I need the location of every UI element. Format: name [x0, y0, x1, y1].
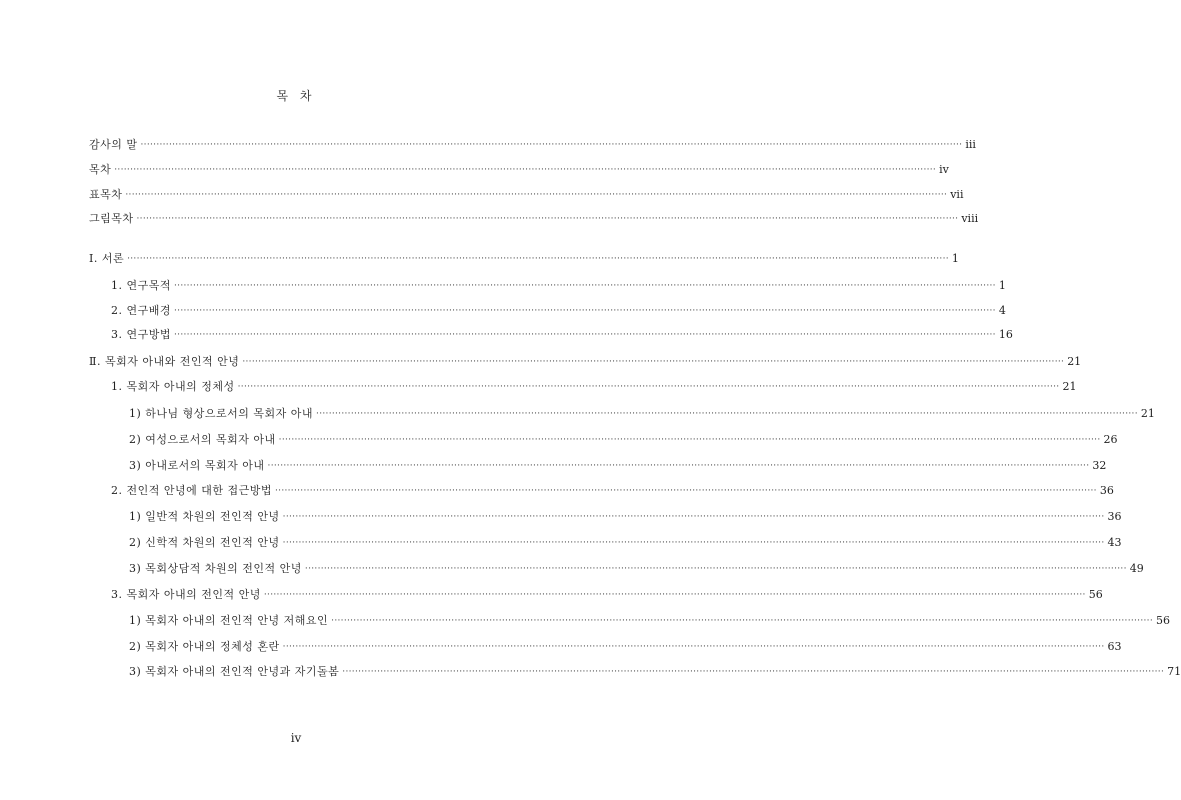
leader-dots: ···································································································································································································································································· [282, 512, 1105, 522]
toc-entry-label: 1. 연구목적 [111, 279, 171, 292]
toc-entry-page: 21 [1062, 380, 1077, 393]
leader-dots: ···································································································································································································································································· [282, 642, 1105, 652]
leader-dots: ···································································································································································································································································· [331, 616, 1153, 626]
leader-dots: ···································································································································································································································································· [174, 281, 996, 291]
leader-dots: ···································································································································································································································································· [237, 382, 1060, 392]
toc-entry-label: Ⅱ. 목회자 아내와 전인적 안녕 [89, 355, 240, 368]
toc-entry [89, 211, 979, 227]
toc-entry-page: vii [950, 188, 964, 201]
toc-entry-page: 1 [951, 252, 959, 265]
leader-dots: ···································································································································································································································································· [125, 190, 948, 200]
toc-entry-page: 32 [1092, 459, 1107, 472]
toc-entry-page: iv [939, 163, 949, 176]
toc-entry-label: 2) 여성으로서의 목회자 아내 [129, 433, 276, 446]
toc-entry-page: 4 [998, 304, 1006, 317]
toc-entry [89, 354, 1082, 370]
toc-entry-label: 그림목차 [89, 212, 134, 225]
leader-dots: ···································································································································································································································································· [174, 306, 996, 316]
leader-dots: ···································································································································································································································································· [278, 435, 1101, 445]
toc-entry [129, 509, 1122, 525]
toc-entry-label: 3) 아내로서의 목회자 아내 [129, 459, 265, 472]
toc-entry-page: 36 [1107, 510, 1122, 523]
toc-entry-page: iii [965, 138, 976, 151]
toc-entry [111, 587, 1103, 603]
leader-dots: ···································································································································································································································································· [267, 461, 1090, 471]
toc-entry-label: 3) 목회자 아내의 전인적 안녕과 자기돌봄 [129, 665, 340, 678]
toc-entry-label: 1) 목회자 아내의 전인적 안녕 저해요인 [129, 614, 329, 627]
toc-entry-label: 2) 신학적 차원의 전인적 안녕 [129, 536, 280, 549]
toc-entry-label: 1. 목회자 아내의 정체성 [111, 380, 235, 393]
leader-dots: ···································································································································································································································································· [316, 409, 1138, 419]
toc-entry-page: viii [961, 212, 979, 225]
toc-entry-page: 63 [1107, 640, 1122, 653]
toc-entry-page: 71 [1167, 665, 1181, 678]
page-number: iv [290, 731, 302, 745]
toc-entry [129, 639, 1122, 655]
toc-entry-page: 26 [1103, 433, 1118, 446]
toc-entry [89, 187, 964, 203]
leader-dots: ···································································································································································································································································· [275, 486, 1097, 496]
page-title: 목 차 [276, 89, 316, 103]
toc-entry [111, 379, 1077, 395]
toc-entry-page: 56 [1156, 614, 1170, 627]
toc-entry-page: 21 [1140, 407, 1155, 420]
toc-entry-label: 2. 전인적 안녕에 대한 접근방법 [111, 484, 272, 497]
toc-entry-label: 감사의 말 [89, 138, 138, 151]
toc-entry-label: 3. 목회자 아내의 전인적 안녕 [111, 588, 261, 601]
toc-entry-page: 49 [1129, 562, 1144, 575]
toc-entry-page: 36 [1099, 484, 1114, 497]
toc-entry-label: 3. 연구방법 [111, 328, 171, 341]
leader-dots: ···································································································································································································································································· [304, 564, 1127, 574]
toc-entry [129, 664, 1181, 680]
toc-entry [111, 278, 1006, 294]
toc-entry [129, 561, 1144, 577]
toc-entry-label: 1) 하나님 형상으로서의 목회자 아내 [129, 407, 314, 420]
toc-entry [89, 251, 959, 267]
toc-entry-label: 2) 목회자 아내의 정체성 혼란 [129, 640, 280, 653]
toc-entry [129, 458, 1107, 474]
toc-entry-label: 목차 [89, 163, 112, 176]
toc-entry [89, 137, 976, 153]
toc-entry-page: 1 [998, 279, 1006, 292]
toc-entry [111, 483, 1114, 499]
leader-dots: ···································································································································································································································································· [174, 330, 996, 340]
toc-entry-label: 2. 연구배경 [111, 304, 171, 317]
toc-entry-label: 3) 목회상담적 차원의 전인적 안녕 [129, 562, 302, 575]
leader-dots: ···································································································································································································································································· [114, 165, 937, 175]
toc-entry-label: Ⅰ. 서론 [89, 252, 125, 265]
toc-entry [129, 535, 1122, 551]
leader-dots: ···································································································································································································································································· [342, 667, 1165, 677]
toc-entry-page: 56 [1088, 588, 1103, 601]
toc-entry-label: 1) 일반적 차원의 전인적 안녕 [129, 510, 280, 523]
toc-entry [129, 613, 1170, 629]
toc-entry [129, 406, 1155, 422]
toc-entry-label: 표목차 [89, 188, 123, 201]
leader-dots: ···································································································································································································································································· [263, 590, 1086, 600]
leader-dots: ···································································································································································································································································· [136, 214, 959, 224]
toc-entry [89, 162, 949, 178]
toc-entry-page: 43 [1107, 536, 1122, 549]
leader-dots: ···································································································································································································································································· [282, 538, 1105, 548]
toc-entry [111, 303, 1006, 319]
leader-dots: ···································································································································································································································································· [140, 140, 963, 150]
toc-entry-page: 16 [998, 328, 1013, 341]
toc-entry-page: 21 [1067, 355, 1082, 368]
leader-dots: ···································································································································································································································································· [242, 357, 1065, 367]
toc-entry [111, 327, 1013, 343]
toc-entry [129, 432, 1118, 448]
leader-dots: ···································································································································································································································································· [127, 254, 949, 264]
